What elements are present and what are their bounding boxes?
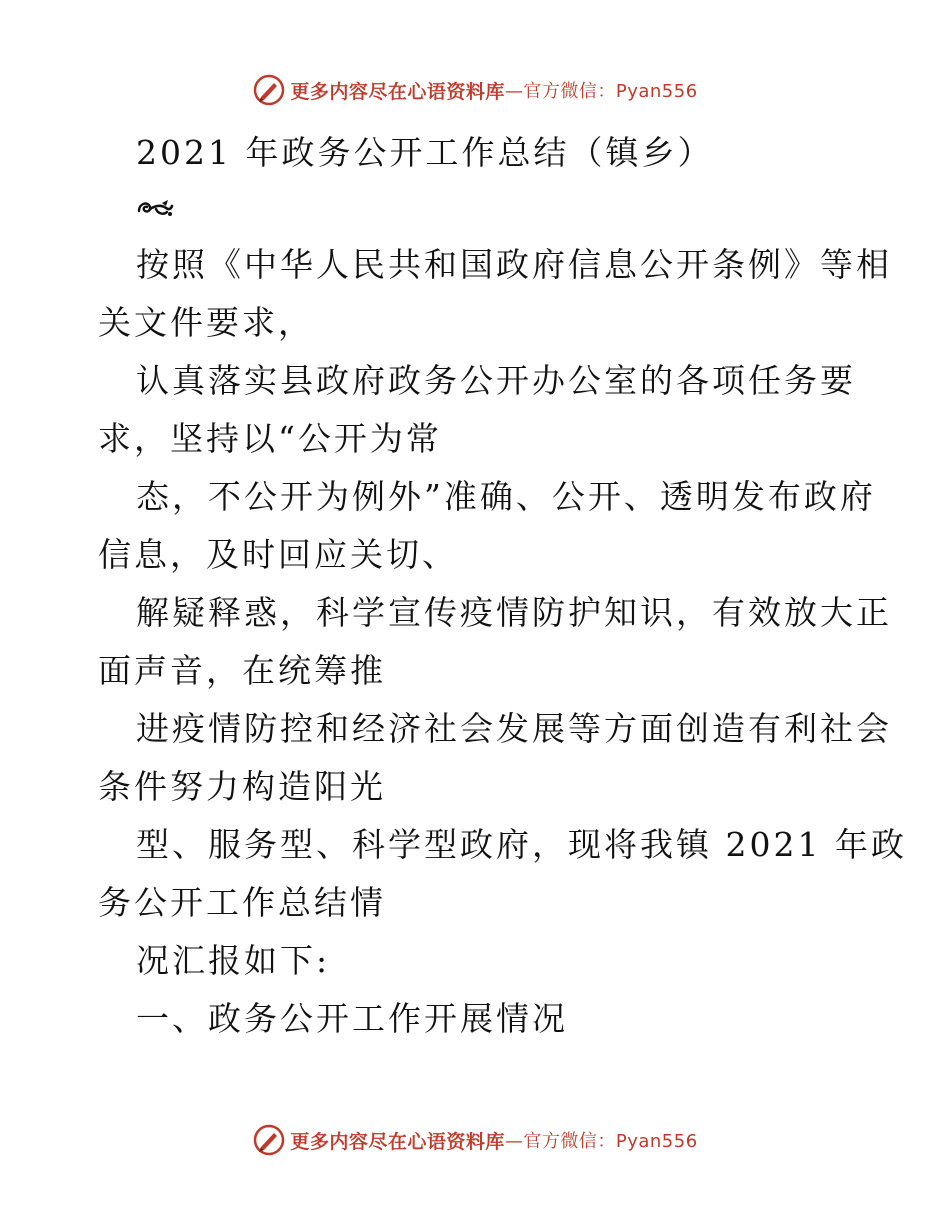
banner-wechat: —官方微信：Pyan556 — [504, 81, 698, 102]
body-line: 态，不公开为例外”准确、公开、透明发布政府 — [136, 477, 876, 516]
body-line: 关文件要求， — [98, 303, 314, 342]
body-line: 解疑释惑，科学宣传疫情防护知识，有效放大正 — [136, 593, 892, 632]
body-line: 面声音，在统筹推 — [98, 651, 386, 690]
header-banner — [0, 70, 950, 110]
body-line: 求，坚持以“公开为常 — [98, 419, 442, 458]
document-body — [98, 124, 907, 1048]
body-line: 型、服务型、科学型政府，现将我镇 2021 年政 — [136, 825, 907, 864]
body-line: 一、政务公开工作开展情况 — [136, 999, 568, 1038]
body-line: 按照《中华人民共和国政府信息公开条例》等相 — [136, 245, 892, 284]
banner-text: 更多内容尽在心语资料库 — [290, 80, 505, 103]
fleuron-icon — [136, 197, 174, 221]
body-line: 条件努力构造阳光 — [98, 767, 386, 806]
banner-wechat: —官方微信：Pyan556 — [504, 1131, 698, 1152]
footer-banner — [0, 1120, 950, 1160]
banner-text: 更多内容尽在心语资料库 — [290, 1130, 505, 1153]
body-line: 务公开工作总结情 — [98, 883, 386, 922]
body-line: 认真落实县政府政务公开办公室的各项任务要 — [136, 361, 856, 400]
body-line: 进疫情防控和经济社会发展等方面创造有利社会 — [136, 709, 892, 748]
body-line: 信息，及时回应关切、 — [98, 535, 458, 574]
paragraph-lines — [98, 236, 907, 1048]
body-line: 况汇报如下: — [136, 941, 331, 980]
pen-logo-icon — [252, 73, 286, 107]
document-title: 2021 年政务公开工作总结（镇乡） — [136, 133, 714, 172]
ornament-row — [98, 182, 858, 236]
pen-logo-icon — [252, 1123, 286, 1157]
